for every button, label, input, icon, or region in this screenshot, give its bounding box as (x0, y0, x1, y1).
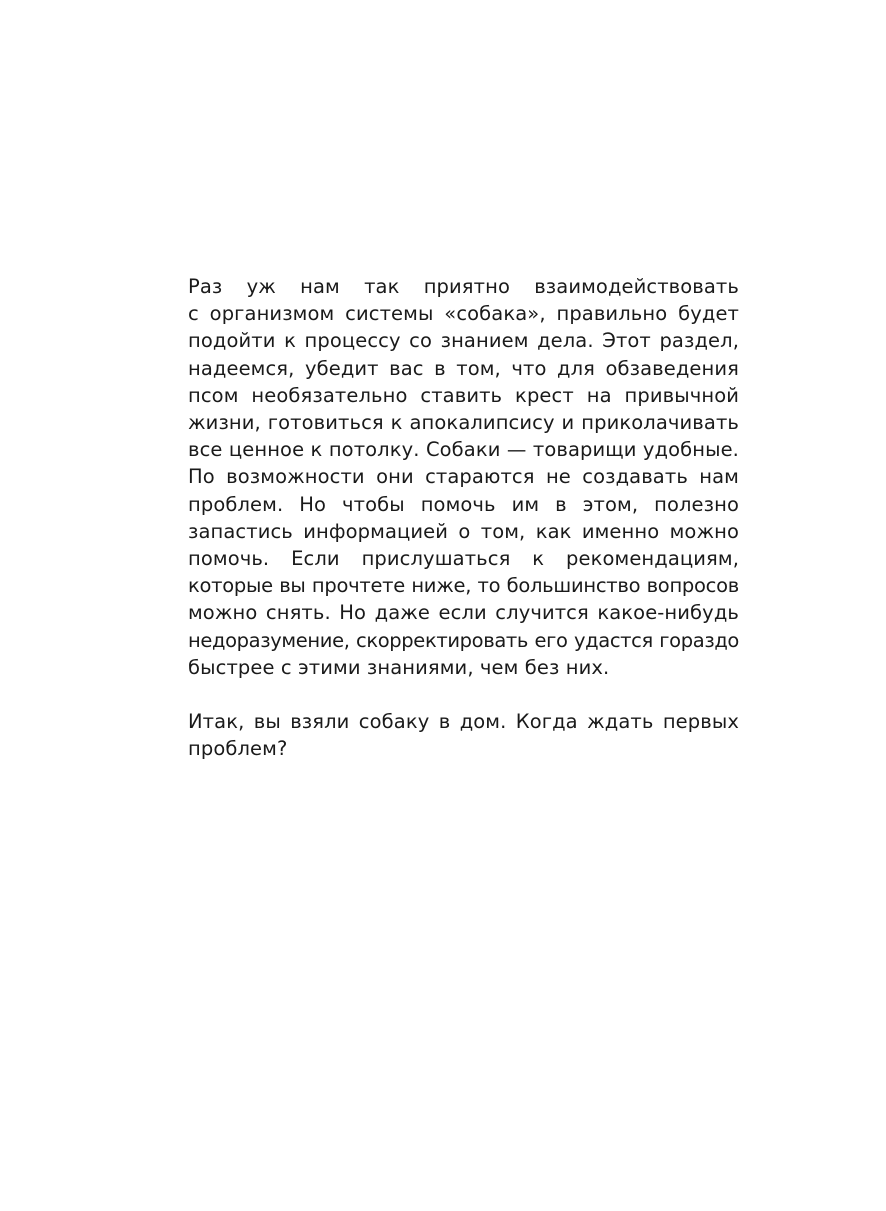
text-line: подойти к процессу со знанием дела. Этот раздел, (188, 329, 739, 353)
text-line: можно снять. Но даже если случится какое-нибудь (188, 601, 739, 625)
text-line: Итак, вы взяли собаку в дом. Когда ждать первых (188, 710, 739, 734)
text-line: проблем. Но чтобы помочь им в этом, полезно (188, 492, 739, 516)
text-line: жизни, готовиться к апокалипсису и приколачивать (188, 411, 739, 435)
text-line: По возможности они стараются не создавать нам (188, 465, 739, 489)
paragraph-question (188, 708, 739, 762)
text-line: с организмом системы «собака», правильно будет (188, 302, 739, 326)
text-line: помочь. Если прислушаться к рекомендациям, (188, 547, 739, 571)
text-line: которые вы прочтете ниже, то большинство вопросов (188, 574, 739, 598)
text-line: Раз уж нам так приятно взаимодействовать (188, 275, 739, 298)
body-text (188, 273, 739, 762)
text-line: проблем? (188, 737, 288, 761)
text-line: надеемся, убедит вас в том, что для обзаведения (188, 356, 739, 380)
paragraph-intro (188, 273, 739, 681)
text-line: быстрее с этими знаниями, чем без них. (188, 655, 610, 679)
text-line: недоразумение, скорректировать его удастся гораздо (188, 628, 739, 652)
text-line: все ценное к потолку. Собаки — товарищи удобные. (188, 438, 739, 462)
text-line: псом необязательно ставить крест на привычной (188, 383, 739, 407)
text-line: запастись информацией о том, как именно можно (188, 519, 739, 543)
